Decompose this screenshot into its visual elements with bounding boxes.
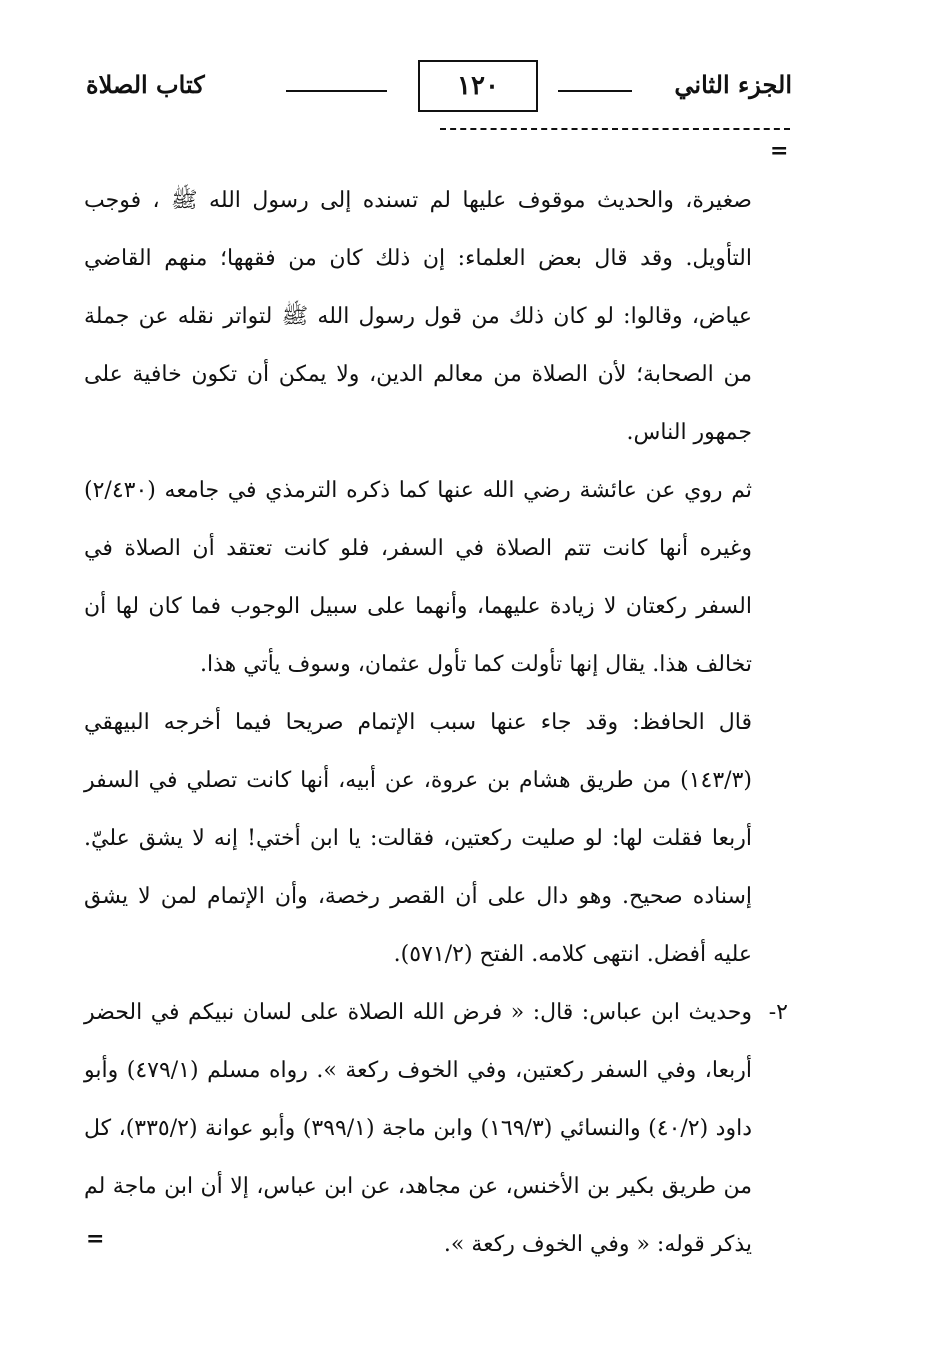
- main-text: [84, 172, 788, 1274]
- page-number-box: [418, 60, 538, 112]
- volume-label: الجزء الثاني: [674, 70, 792, 99]
- running-header: [78, 60, 792, 120]
- paragraph-1: صغيرة، والحديث موقوف عليها لم تسنده إلى رسول الله ﷺ ، فوجب التأويل. وقد قال بعض العلماء: إن ذلك كان من فقهها؛ منهم القاضي عياض، وقالوا: لو كان ذلك من قول رسول الله ﷺ لتواتر نقله عن جملة من الصحابة؛ لأن الصلاة من معالم الدين، ولا يمكن أن تكون خافية على جمهور الناس.: [84, 188, 752, 445]
- page-number: ١٢٠: [457, 71, 499, 101]
- dashed-separator: [440, 128, 790, 130]
- header-rule-left: [286, 90, 387, 92]
- item-number: ٢-: [768, 1000, 788, 1025]
- numbered-item-2: [84, 984, 788, 1274]
- paragraph-4: وحديث ابن عباس: قال: « فرض الله الصلاة على لسان نبيكم في الحضر أربعا، وفي السفر ركعتين، وفي الخوف ركعة ». رواه مسلم (٤٧٩/١) وأبو داود (٤٠/٢) والنسائي (١٦٩/٣) وابن ماجة (٣٩٩/١) وأبو عوانة (٣٣٥/٢)، كل من طريق بكير بن الأخنس، عن مجاهد، عن ابن عباس، إلا أن ابن ماجة لم يذكر قوله: « وفي الخوف ركعة ».: [84, 1000, 753, 1257]
- paragraph-3: قال الحافظ: وقد جاء عنها سبب الإتمام صريحا فيما أخرجه البيهقي (١٤٣/٣) من طريق هشام بن عروة، عن أبيه، أنها كانت تصلي في السفر أربعا فقلت لها: لو صليت ركعتين، فقالت: يا ابن أختي! إنه لا يشق عليّ. إسناده صحيح. وهو دال على أن القصر رخصة، وأن الإتمام لمن لا يشق عليه أفضل. انتهى كلامه. الفتح (٥٧١/٢).: [84, 710, 752, 967]
- paragraph-2: ثم روي عن عائشة رضي الله عنها كما ذكره الترمذي في جامعه (٢/٤٣٠) وغيره أنها كانت تتم الصلاة في السفر، فلو كانت تعتقد أن الصلاة في السفر ركعتان لا زيادة عليهما، وأنهما على سبيل الوجوب فما كان لها أن تخالف هذا. يقال إنها تأولت كما تأول عثمان، وسوف يأتي هذا.: [84, 478, 752, 677]
- header-rule-right: [558, 90, 632, 92]
- book-title: كتاب الصلاة: [86, 70, 205, 99]
- continuation-mark-top: =: [770, 138, 789, 164]
- continuation-mark-bottom: =: [86, 1226, 105, 1252]
